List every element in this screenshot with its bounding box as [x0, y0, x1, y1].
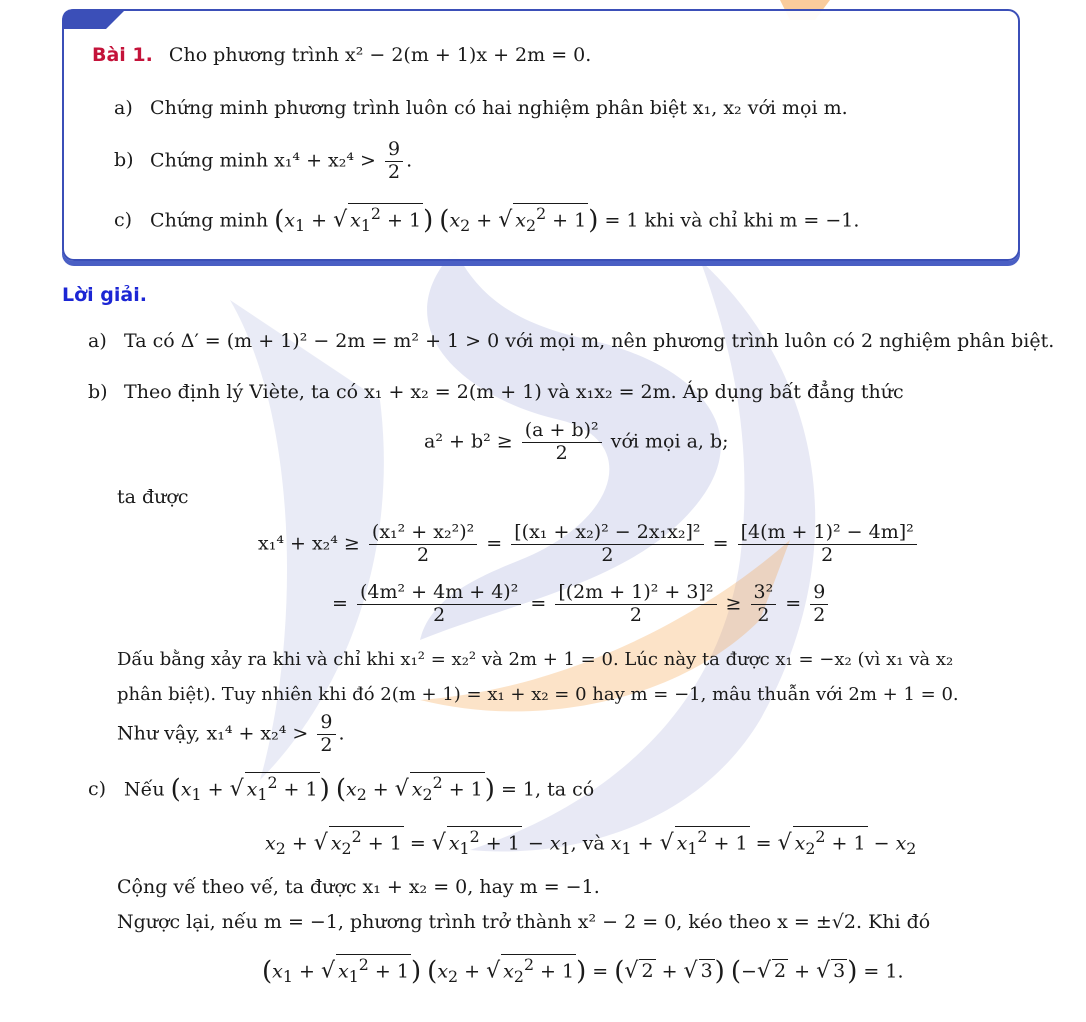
part-text: Ta có Δ′ = (m + 1)² − 2m = m² + 1 > 0 với mọi m, nên phương trình luôn có 2 nghiệm phân biệt. — [124, 330, 1055, 352]
item-label: a) — [114, 97, 133, 119]
fraction: $\frac{\text{[(2m + 1)² + 3]²}}{2}$ — [555, 582, 716, 627]
problem-statement: Cho phương trình x² − 2(m + 1)x + 2m = 0. — [168, 44, 592, 66]
product-expression: ($x_1$ + √ $x_1^2 + 1$) ($x_2$ + √ $x_2^2 + 1$) — [170, 773, 495, 805]
equation-line-2: = $\frac{\text{(4m² + 4m + 4)²}}{2}$ = $\frac{\text{[(2m + 1)² + 3]²}}{2}$ ≥ $\frac{\text{3²}}{2}$ = $\frac{9}{2}$ — [332, 582, 831, 627]
problem-box — [62, 9, 1020, 261]
item-label: b) — [114, 149, 134, 172]
fraction: $\frac{9}{2}$ — [385, 139, 403, 184]
paragraph-line: Dấu bằng xảy ra khi và chỉ khi x₁² = x₂² và 2m + 1 = 0. Lúc này ta được x₁ = −x₂ (vì x₁ và x₂ — [117, 649, 954, 670]
fraction: $\frac{9}{2}$ — [810, 582, 828, 627]
solution-part-c: c) Nếu ($x_1$ + √ $x_1^2 + 1$) ($x_2$ + √ $x_2^2 + 1) = 1$, ta có — [88, 773, 595, 805]
problem-item-b: b) Chứng minh x₁⁴ + x₂⁴ > $\frac{9}{2}$ . — [114, 138, 413, 183]
solution-part-a — [88, 330, 1054, 352]
item-text: Chứng minh phương trình luôn có hai nghiệm phân biệt x₁, x₂ với mọi m. — [150, 97, 848, 119]
item-text-post: = 1 khi và chỉ khi m = −1. — [604, 209, 860, 232]
item-text: Chứng minh x₁⁴ + x₂⁴ > — [150, 149, 376, 172]
fraction: $\frac{\text{(4m² + 4m + 4)²}}{2}$ — [357, 582, 521, 627]
problem-heading — [92, 44, 591, 66]
fraction: $\frac{\text{[4(m + 1)² − 4m]²}}{2}$ — [738, 522, 917, 567]
part-label: c) — [88, 778, 107, 801]
converse-line: Ngược lại, nếu m = −1, phương trình trở thành x² − 2 = 0, kéo theo x = ±√2. Khi đó — [117, 911, 931, 933]
item-label: c) — [114, 209, 133, 232]
paragraph-line: phân biệt). Tuy nhiên khi đó 2(m + 1) = x₁ + x₂ = 0 hay m = −1, mâu thuẫn với 2m + 1 = 0. — [117, 684, 959, 705]
part-text: Theo định lý Viète, ta có x₁ + x₂ = 2(m + 1) và x₁x₂ = 2m. Áp dụng bất đẳng thức — [124, 381, 904, 403]
product-expression: ($x_1$ + √ $x_1^2 + 1$) ($x_2$ + √ $x_2^2 + 1$) — [274, 204, 599, 236]
equation-pair: $x_2$ + √ $x_2^2 + 1$ = √ $x_1^2 + 1 - x_1$, và $x_1$ + √ $x_1^2 + 1$ = √ $x_2^2 + 1 - x_2$ — [265, 827, 917, 859]
inequality-display: a² + b² ≥ $\frac{\text{(a + b)²}}{2}$ với mọi a, b; — [424, 419, 729, 464]
ta-duoc-text: ta được — [117, 486, 189, 508]
item-text-pre: Chứng minh — [150, 209, 269, 232]
fraction: $\frac{9}{2}$ — [317, 712, 335, 757]
sum-line: Cộng vế theo vế, ta được x₁ + x₂ = 0, hay m = −1. — [117, 876, 600, 898]
solution-part-b-intro — [88, 381, 904, 403]
problem-title: Bài 1. — [92, 44, 153, 66]
solution-title: Lời giải. — [62, 284, 147, 306]
paragraph-conclusion: Như vậy, x₁⁴ + x₂⁴ > $\frac{9}{2}$ . — [117, 711, 345, 756]
box-corner-tab — [62, 9, 126, 29]
fraction: $\frac{\text{[(x₁ + x₂)² − 2x₁x₂]²}}{2}$ — [511, 522, 703, 567]
fraction: $\frac{\text{(a + b)²}}{2}$ — [522, 420, 602, 465]
fraction: $\frac{\text{3²}}{2}$ — [751, 582, 777, 627]
part-label: b) — [88, 381, 108, 403]
problem-item-c — [114, 203, 859, 235]
part-label: a) — [88, 330, 107, 352]
problem-item-a — [114, 97, 848, 119]
fraction: $\frac{\text{(x₁² + x₂²)²}}{2}$ — [369, 522, 477, 567]
equation-line-1: x₁⁴ + x₂⁴ ≥ $\frac{\text{(x₁² + x₂²)²}}{2}$ = $\frac{\text{[(x₁ + x₂)² − 2x₁x₂]²}}{2}$ = $\frac{\text{[4(m + 1)² − 4m]²}}{2}$ — [258, 522, 920, 567]
final-equation: ($x_1$ + √ $x_1^2 + 1$) ($x_2$ + √ $x_2^2 + 1$) = (√ 2 + √ 3) (−√ 2 + √ 3) = 1. — [262, 955, 904, 987]
